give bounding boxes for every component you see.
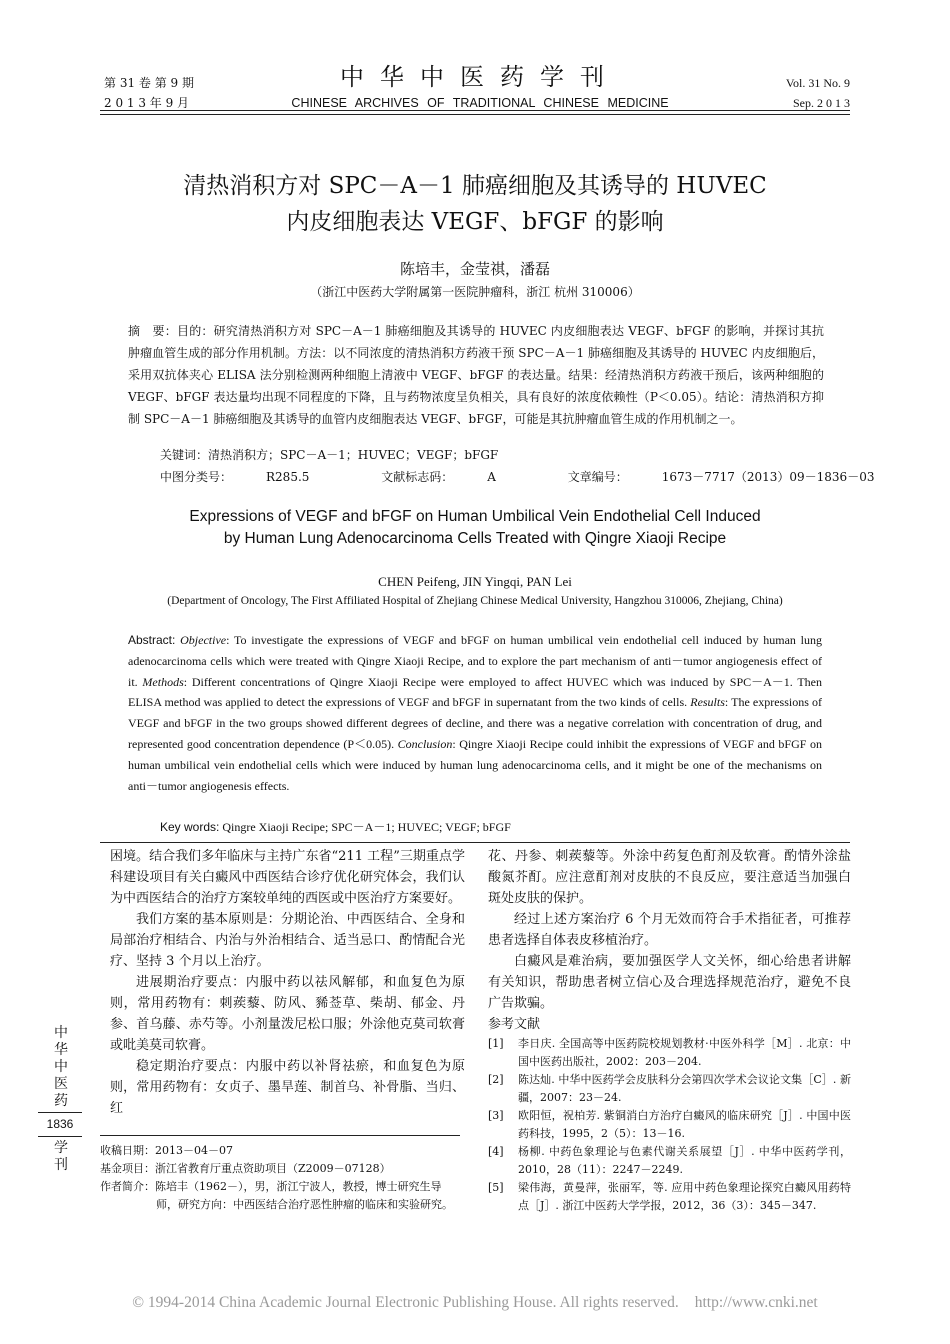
side-journal-label-top: 中华中医药 [54, 1025, 68, 1109]
volume-en: Vol. 31 No. 9 [785, 76, 850, 90]
page-number-rule [38, 1136, 82, 1137]
affiliation-en: (Department of Oncology, The First Affiliated Hospital of Zhejiang Chinese Medical University, Hangzhou 310006, Zhejiang, China) [167, 595, 783, 607]
reference-item: [2] 陈达灿. 中华中医药学会皮肤科分会第四次学术会议论文集［C］. 新疆，2007：23－24. [488, 1073, 851, 1104]
issue-date: 2 0 1 3 年 9 月 [104, 96, 190, 110]
article-title-en [100, 506, 850, 550]
header-right [786, 73, 850, 113]
body-paragraph: 花、丹参、刺蒺藜等。外涂中药复色酊剂及软膏。酌情外涂盐酸氮芥酊。应注意酊剂对皮肤的不良反应，要注意适当加强白斑处皮肤的保护。 [488, 849, 851, 906]
body-paragraph: 困境。结合我们多年临床与主持广东省“211 工程”三期重点学科建设项目有关白癜风中西医结合诊疗优化研究体会，我们认为中西医结合的治疗方案较单纯的西医或中医治疗方案要好。 [110, 849, 465, 906]
volume-issue: 第 31 卷 第 9 期 [104, 76, 194, 90]
page-number: 1836 [46, 1117, 74, 1131]
conclusion-label: Conclusion [397, 736, 453, 751]
objective-text: : To investigate the expressions of VEGF and bFGF on human umbilical vein endothelial cell induced by human lung adenocarcinoma cells which were treated with Qingre Xiaoji Recipe, and to explore the part mechanism of anti－tumor angiogenesis effect of it. [128, 633, 822, 689]
authors-zh: 陈培丰，金莹祺，潘磊 [399, 260, 550, 278]
keywords-zh-label: 关键词： [160, 448, 209, 462]
body-paragraph: 我们方案的基本原则是：分期论治、中西医结合、全身和局部治疗相结合、内治与外治相结合、适当忌口、酌情配合光疗、坚持 3 个月以上治疗。 [110, 912, 465, 969]
side-journal-label-bottom: 学刊 [54, 1140, 68, 1173]
journal-name-zh: 中华中医药学刊 [340, 63, 620, 91]
keywords-en [160, 818, 511, 835]
body-right-column [488, 846, 851, 1215]
abstract-en-label: Abstract: [128, 633, 176, 647]
journal-name-en: CHINESE ARCHIVES OF TRADITIONAL CHINESE MEDICINE [291, 96, 669, 110]
body-paragraph: 稳定期治疗要点：内服中药以补肾祛瘀，和血复色为原则，常用药物有：女贞子、墨旱莲、制首乌、补骨脂、当归、红 [110, 1059, 465, 1116]
copyright-text: © 1994-2014 China Academic Journal Electronic Publishing House. All rights reserved. [132, 1294, 679, 1311]
results-text: : The expressions of VEGF and bFGF in the two groups showed different degrees of decline, and there was a negative correlation with concentration of drug, and represented good concentration dependence (P＜0.05). [128, 695, 822, 751]
reference-item: [5] 梁伟海，黄曼萍，张丽军，等. 应用中药色象理论探究白癜风用药特点［J］. 浙江中医药大学学报，2012，36（3）：345－347. [488, 1181, 851, 1212]
document-code: 文献标志码： A [381, 470, 496, 484]
abstract-zh-text: 目的：研究清热消积方对 SPC－A－1 肺癌细胞及其诱导的 HUVEC 内皮细胞表达 VEGF、bFGF 的影响，并探讨其抗肿瘤血管生成的部分作用机制。方法：以不同浓度的清热消积方药液干预 SPC－A－1 肺癌细胞及其诱导的 HUVEC 内皮细胞后，采用双抗体夹心 ELISA 法分别检测两种细胞上清液中 VEGF、bFGF 的表达量。结果：经清热消积方药液干预后，该两种细胞的 VEGF、bFGF 表达量均出现不同程度的下降，且与药物浓度呈负相关，具有良好的浓度依赖性（P＜0.05）。结论：清热消积方抑制 SPC－A－1 肺癌细胞及其诱导的血管内皮细胞表达 VEGF、bFGF，可能是其抗肿瘤血管生成的作用机制之一。 [128, 324, 824, 426]
abstract-en [128, 630, 822, 796]
objective-label: Objective [180, 633, 227, 647]
title-zh-line-1: 清热消积方对 SPC－A－1 肺癌细胞及其诱导的 HUVEC [183, 173, 767, 199]
footnote-rule [100, 1135, 460, 1136]
title-en-line-1: Expressions of VEGF and bFGF on Human Umbilical Vein Endothelial Cell Induced [189, 508, 761, 525]
methods-text: : Different concentrations of Qingre Xiaoji Recipe were employed to affect HUVEC which was induced by SPC－A－1. Then ELISA method was applied to detect the expressions of VEGF and bFGF in supernatant from the two kinds of cells. [128, 674, 822, 710]
abstract-zh-label: 摘 要： [128, 324, 177, 338]
conclusion-text: : Qingre Xiaoji Recipe could inhibit the expressions of VEGF and bFGF on human umbilical vein endothelial cells which were induced by human lung adenocarcinoma cells, and it might be one of the mechanisms on anti－tumor angiogenesis effects. [128, 736, 822, 793]
affiliation-zh: （浙江中医药大学附属第一医院肿瘤科，浙江 杭州 310006） [310, 285, 640, 299]
received-date: 收稿日期：2013－04－07 [100, 1144, 233, 1157]
keywords-zh-text: 清热消积方；SPC－A－1；HUVEC；VEGF；bFGF [208, 448, 499, 462]
article-number: 文章编号： 1673－7717（2013）09－1836－03 [567, 470, 875, 484]
header-left [104, 73, 194, 113]
clc-number: 中图分类号： R285.5 [160, 470, 310, 484]
keywords-en-text: Qingre Xiaoji Recipe; SPC－A－1; HUVEC; VEGF; bFGF [222, 820, 511, 834]
body-paragraph: 进展期治疗要点：内服中药以祛风解郁，和血复色为原则，常用药物有：刺蒺藜、防风、豨莶草、柴胡、郁金、丹参、首乌藤、赤芍等。小剂量泼尼松口服；外涂他克莫司软膏或吡美莫司软膏。 [110, 975, 465, 1053]
methods-label: Methods [142, 674, 184, 689]
journal-header [280, 62, 680, 111]
body-left-column [110, 846, 465, 1119]
copyright-notice [0, 1294, 950, 1312]
reference-item: [1] 李日庆. 全国高等中医药院校规划教材·中医外科学［M］. 北京：中国中医药出版社，2002：203－204. [488, 1037, 851, 1068]
header-rule [100, 110, 850, 111]
author-bio: 作者简介：陈培丰（1962－），男，浙江宁波人，教授，博士研究生导师，研究方向：中西医结合治疗恶性肿瘤的临床和实验研究。 [100, 1180, 453, 1211]
article-title-zh [100, 168, 850, 240]
title-en-line-2: by Human Lung Adenocarcinoma Cells Treated with Qingre Xiaoji Recipe [223, 530, 727, 547]
references-list [488, 1035, 851, 1215]
reference-item: [3] 欧阳恒，祝柏芳. 紫铜消白方治疗白癜风的临床研究［J］. 中国中医药科技，1995，2（5）：13－16. [488, 1109, 851, 1140]
header-rule-thin [100, 114, 850, 115]
footnote [100, 1142, 462, 1214]
authors-en: CHEN Peifeng, JIN Yingqi, PAN Lei [378, 574, 572, 589]
keywords-en-label: Key words: [160, 820, 220, 834]
fund-info: 基金项目：浙江省教育厅重点资助项目（Z2009－07128） [100, 1162, 391, 1175]
page-number-rule-top [38, 1112, 82, 1113]
section-rule [100, 842, 850, 843]
copyright-url: http://www.cnki.net [694, 1294, 818, 1311]
body-paragraph: 经过上述方案治疗 6 个月无效而符合手术指征者，可推荐患者选择自体表皮移植治疗。 [488, 912, 851, 948]
results-label: Results [690, 695, 725, 710]
classification-zh [160, 468, 942, 485]
body-paragraph: 白癜风是难治病，要加强医学人文关怀，细心给患者讲解有关知识，帮助患者树立信心及合理选择规范治疗，避免不良广告欺骗。 [488, 954, 851, 1011]
date-en: Sep. 2 0 1 3 [793, 96, 850, 110]
title-zh-line-2: 内皮细胞表达 VEGF、bFGF 的影响 [286, 209, 664, 235]
keywords-zh [160, 446, 498, 463]
references-title: 参考文献 [488, 1017, 541, 1032]
reference-item: [4] 杨柳. 中药色象理论与色素代谢关系展望［J］. 中华中医药学刊，2010，28（11）：2247－2249. [488, 1145, 851, 1176]
abstract-zh [128, 320, 824, 430]
